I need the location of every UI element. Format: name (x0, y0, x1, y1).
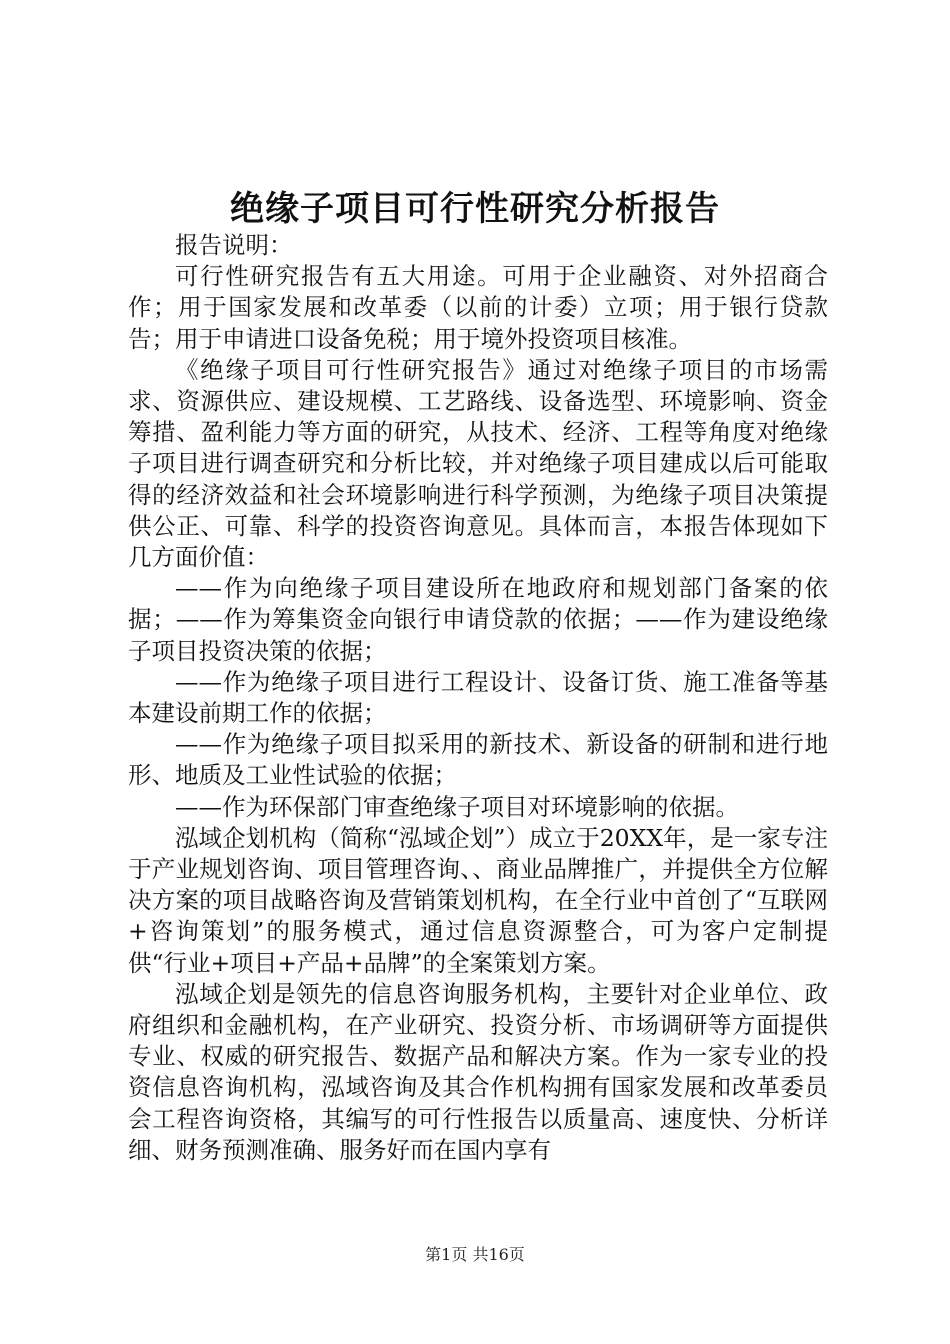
paragraph-uses: 可行性研究报告有五大用途。可用于企业融资、对外招商合作；用于国家发展和改革委（以前的计委）立项；用于银行贷款告；用于申请进口设备免税；用于境外投资项目核准。 (128, 262, 828, 353)
paragraph-report-scope: 《绝缘子项目可行性研究报告》通过对绝缘子项目的市场需求、资源供应、建设规模、工艺路线、设备选型、环境影响、资金筹措、盈利能力等方面的研究，从技术、经济、工程等角度对绝缘子项目进行调查研究和分析比较，并对绝缘子项目建成以后可能取得的经济效益和社会环境影响进行科学预测，为绝缘子项目决策提供公正、可靠、科学的投资咨询意见。具体而言，本报告体现如下几方面价值： (128, 355, 828, 572)
paragraph-value-1: ——作为向绝缘子项目建设所在地政府和规划部门备案的依据；——作为筹集资金向银行申请贷款的依据；——作为建设绝缘子项目投资决策的依据； (128, 574, 828, 665)
document-title: 绝缘子项目可行性研究分析报告 (230, 189, 720, 229)
paragraph-value-4: ——作为环保部门审查绝缘子项目对环境影响的依据。 (175, 792, 739, 821)
paragraph-company-services: 泓域企划是领先的信息咨询服务机构，主要针对企业单位、政府组织和金融机构，在产业研究、投资分析、市场调研等方面提供专业、权威的研究报告、数据产品和解决方案。作为一家专业的投资信息咨询机构，泓域咨询及其合作机构拥有国家发展和改革委员会工程咨询资格，其编写的可行性报告以质量高、速度快、分析详细、财务预测准确、服务好而在国内享有 (128, 979, 828, 1164)
paragraph-value-3: ——作为绝缘子项目拟采用的新技术、新设备的研制和进行地形、地质及工业性试验的依据； (128, 730, 828, 790)
paragraph-value-2: ——作为绝缘子项目进行工程设计、设备订货、施工准备等基本建设前期工作的依据； (128, 667, 828, 728)
paragraph-company-intro: 泓域企划机构（简称“泓域企划”）成立于20XX年，是一家专注于产业规划咨询、项目管理咨询、、商业品牌推广，并提供全方位解决方案的项目战略咨询及营销策划机构，在全行业中首创了“互联网+咨询策划”的服务模式，通过信息资源整合，可为客户定制提供“行业+项目+产品+品牌”的全案策划方案。 (128, 823, 828, 977)
page-footer: 第1页 共16页 (425, 1245, 525, 1264)
paragraph-report-note: 报告说明： (175, 231, 293, 259)
document-body (128, 230, 828, 1166)
